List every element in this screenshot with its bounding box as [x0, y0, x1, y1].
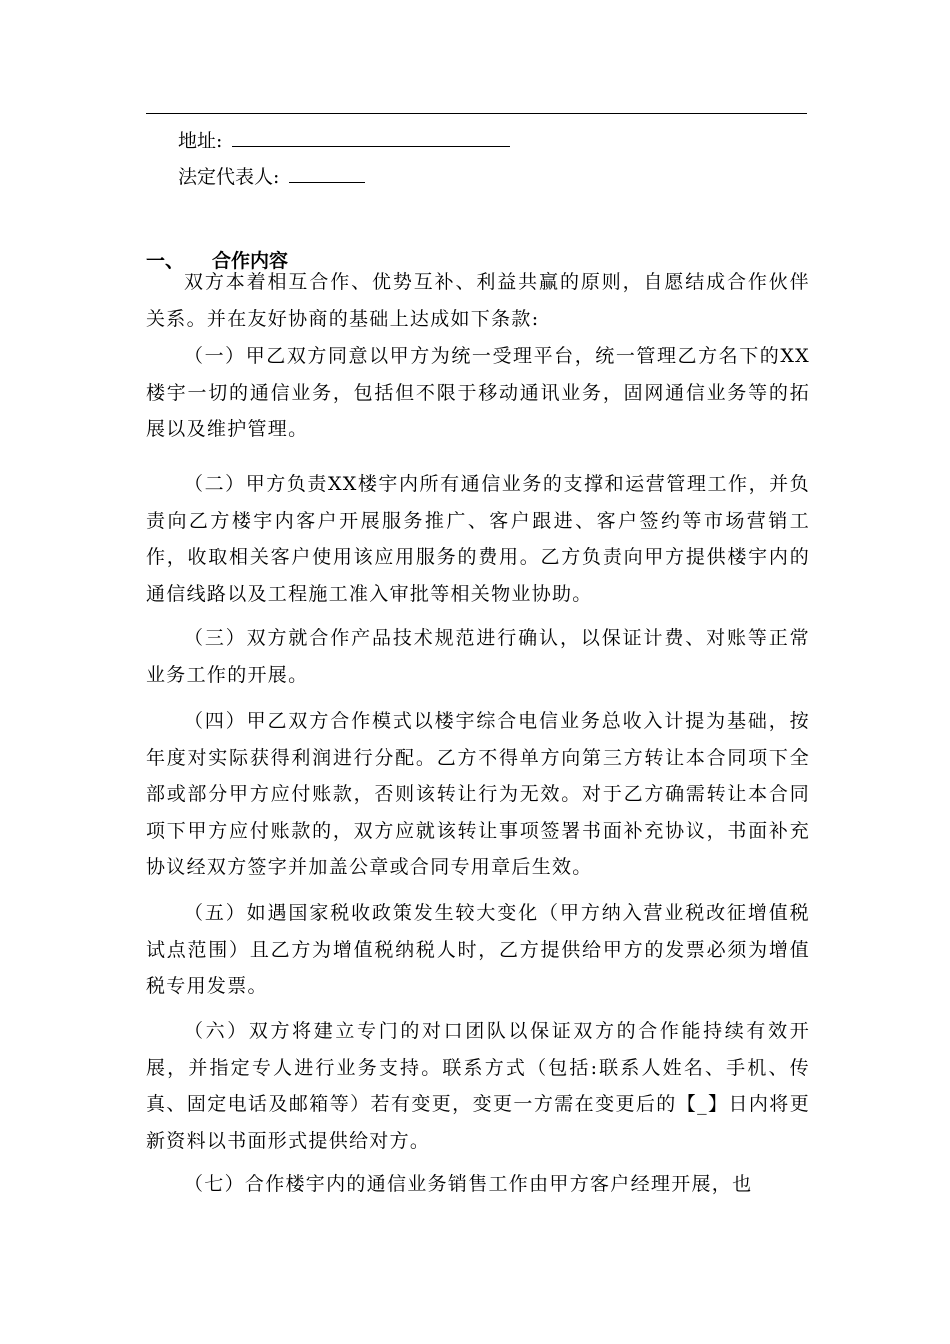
clause-7-text: （七）合作楼宇内的通信业务销售工作由甲方客户经理开展，也 — [184, 1173, 753, 1195]
legal-rep-field — [178, 162, 365, 189]
clause-2-text: （二）甲方负责XX楼宇内所有通信业务的支撑和运营管理工作，并负责向乙方楼宇内客户开展服务推广、客户跟进、客户签约等市场营销工作，收取相关客户使用该应用服务的费用。乙方负责向甲方提供楼宇内的通信线路以及工程施工准入审批等相关物业协助。 — [146, 473, 810, 605]
clause-4-text: （四）甲乙双方合作模式以楼宇综合电信业务总收入计提为基础，按年度对实际获得利润进行分配。乙方不得单方向第三方转让本合同项下全部或部分甲方应付账款，否则该转让行为无效。对于乙方确需转让本合同项下甲方应付账款的，双方应就该转让事项签署书面补充协议，书面补充协议经双方签字并加盖公章或合同专用章后生效。 — [146, 710, 810, 878]
clause-1-text: （一）甲乙双方同意以甲方为统一受理平台，统一管理乙方名下的XX楼宇一切的通信业务，包括但不限于移动通讯业务，固网通信业务等的拓展以及维护管理。 — [146, 345, 810, 440]
legal-rep-label: 法定代表人: — [178, 166, 280, 188]
address-label: 地址: — [178, 130, 223, 152]
clause-5-text: （五）如遇国家税收政策发生较大变化（甲方纳入营业税改征增值税试点范围）且乙方为增值税纳税人时，乙方提供给甲方的发票必须为增值税专用发票。 — [146, 902, 810, 997]
address-field — [178, 126, 510, 153]
top-divider-line — [146, 113, 807, 114]
clause-4 — [146, 703, 810, 886]
clause-6-text: （六）双方将建立专门的对口团队以保证双方的合作能持续有效开展，并指定专人进行业务支持。联系方式（包括:联系人姓名、手机、传真、固定电话及邮箱等）若有变更，变更一方需在变更后的【_】日内将更新资料以书面形式提供给对方。 — [146, 1020, 810, 1152]
intro-text: 双方本着相互合作、优势互补、利益共赢的原则，自愿结成合作伙伴关系。并在友好协商的基础上达成如下条款: — [146, 271, 810, 330]
clause-2 — [146, 466, 810, 612]
clause-6 — [146, 1013, 810, 1159]
address-blank-line — [232, 126, 510, 147]
intro-paragraph — [146, 264, 810, 337]
clause-3-text: （三）双方就合作产品技术规范进行确认，以保证计费、对账等正常业务工作的开展。 — [146, 627, 810, 686]
clause-5 — [146, 895, 810, 1005]
clause-1 — [146, 338, 810, 448]
section-title: 合作内容 — [212, 250, 289, 272]
legal-rep-blank-line — [289, 162, 365, 183]
clause-3 — [146, 620, 810, 693]
section-number: 一、 — [146, 250, 185, 272]
clause-7 — [146, 1166, 810, 1203]
